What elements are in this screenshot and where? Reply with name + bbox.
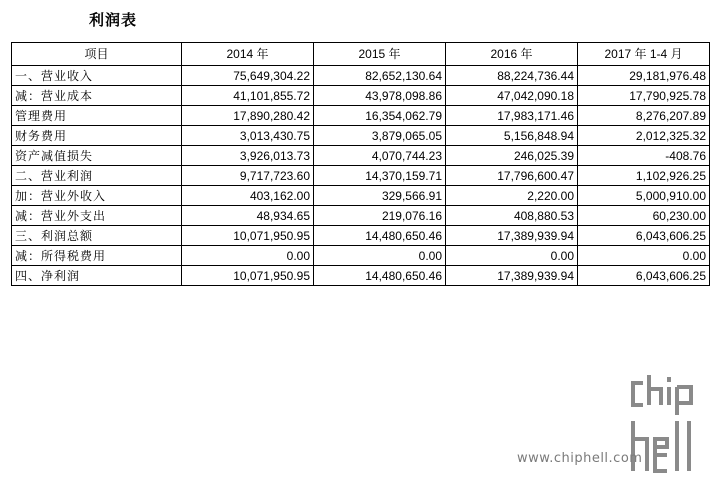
cell-value: 4,070,744.23: [314, 146, 446, 166]
cell-value: 43,978,098.86: [314, 86, 446, 106]
cell-value: -408.76: [578, 146, 710, 166]
row-label: 财务费用: [12, 126, 182, 146]
row-label: 管理费用: [12, 106, 182, 126]
cell-value: 403,162.00: [182, 186, 314, 206]
cell-value: 329,566.91: [314, 186, 446, 206]
row-label: 加：营业外收入: [12, 186, 182, 206]
cell-value: 0.00: [314, 246, 446, 266]
cell-value: 5,156,848.94: [446, 126, 578, 146]
cell-value: 10,071,950.95: [182, 226, 314, 246]
cell-value: 14,480,650.46: [314, 226, 446, 246]
table-row: [12, 186, 710, 206]
cell-value: 17,389,939.94: [446, 266, 578, 286]
table-row: [12, 66, 710, 86]
cell-value: 29,181,976.48: [578, 66, 710, 86]
cell-value: 246,025.39: [446, 146, 578, 166]
row-label: 四、净利润: [12, 266, 182, 286]
cell-value: 60,230.00: [578, 206, 710, 226]
table-row: [12, 266, 710, 286]
table-row: [12, 106, 710, 126]
cell-value: 14,370,159.71: [314, 166, 446, 186]
cell-value: 17,983,171.46: [446, 106, 578, 126]
cell-value: 41,101,855.72: [182, 86, 314, 106]
cell-value: 3,879,065.05: [314, 126, 446, 146]
table-row: [12, 206, 710, 226]
cell-value: 10,071,950.95: [182, 266, 314, 286]
cell-value: 0.00: [578, 246, 710, 266]
table-row: [12, 226, 710, 246]
header-row: [12, 43, 710, 66]
cell-value: 47,042,090.18: [446, 86, 578, 106]
table-row: [12, 86, 710, 106]
cell-value: 88,224,736.44: [446, 66, 578, 86]
row-label: 三、利润总额: [12, 226, 182, 246]
row-label: 减：营业成本: [12, 86, 182, 106]
cell-value: 82,652,130.64: [314, 66, 446, 86]
cell-value: 6,043,606.25: [578, 266, 710, 286]
report-title: 利润表: [89, 11, 138, 29]
cell-value: 1,102,926.25: [578, 166, 710, 186]
row-label: 减：所得税费用: [12, 246, 182, 266]
table-row: [12, 146, 710, 166]
row-label: 二、营业利润: [12, 166, 182, 186]
header-2017-jan-apr: 2017 年 1-4 月: [578, 43, 710, 66]
cell-value: 16,354,062.79: [314, 106, 446, 126]
cell-value: 17,790,925.78: [578, 86, 710, 106]
watermark-site-url: www.chiphell.com: [517, 451, 643, 466]
cell-value: 17,890,280.42: [182, 106, 314, 126]
row-label: 减：营业外支出: [12, 206, 182, 226]
cell-value: 48,934.65: [182, 206, 314, 226]
cell-value: 17,796,600.47: [446, 166, 578, 186]
cell-value: 14,480,650.46: [314, 266, 446, 286]
cell-value: 75,649,304.22: [182, 66, 314, 86]
cell-value: 8,276,207.89: [578, 106, 710, 126]
cell-value: 0.00: [446, 246, 578, 266]
table-row: [12, 166, 710, 186]
cell-value: 408,880.53: [446, 206, 578, 226]
row-label: 资产减值损失: [12, 146, 182, 166]
table-row: [12, 246, 710, 266]
header-label: 项目: [12, 43, 182, 66]
header-year-2015: 2015 年: [314, 43, 446, 66]
cell-value: 2,012,325.32: [578, 126, 710, 146]
cell-value: 3,926,013.73: [182, 146, 314, 166]
cell-value: 219,076.16: [314, 206, 446, 226]
cell-value: 3,013,430.75: [182, 126, 314, 146]
table-row: [12, 126, 710, 146]
cell-value: 9,717,723.60: [182, 166, 314, 186]
row-label: 一、营业收入: [12, 66, 182, 86]
cell-value: 2,220.00: [446, 186, 578, 206]
chiphell-watermark: [517, 375, 707, 480]
header-year-2014: 2014 年: [182, 43, 314, 66]
header-year-2016: 2016 年: [446, 43, 578, 66]
cell-value: 17,389,939.94: [446, 226, 578, 246]
cell-value: 0.00: [182, 246, 314, 266]
cell-value: 6,043,606.25: [578, 226, 710, 246]
cell-value: 5,000,910.00: [578, 186, 710, 206]
income-statement-table: [11, 42, 710, 286]
